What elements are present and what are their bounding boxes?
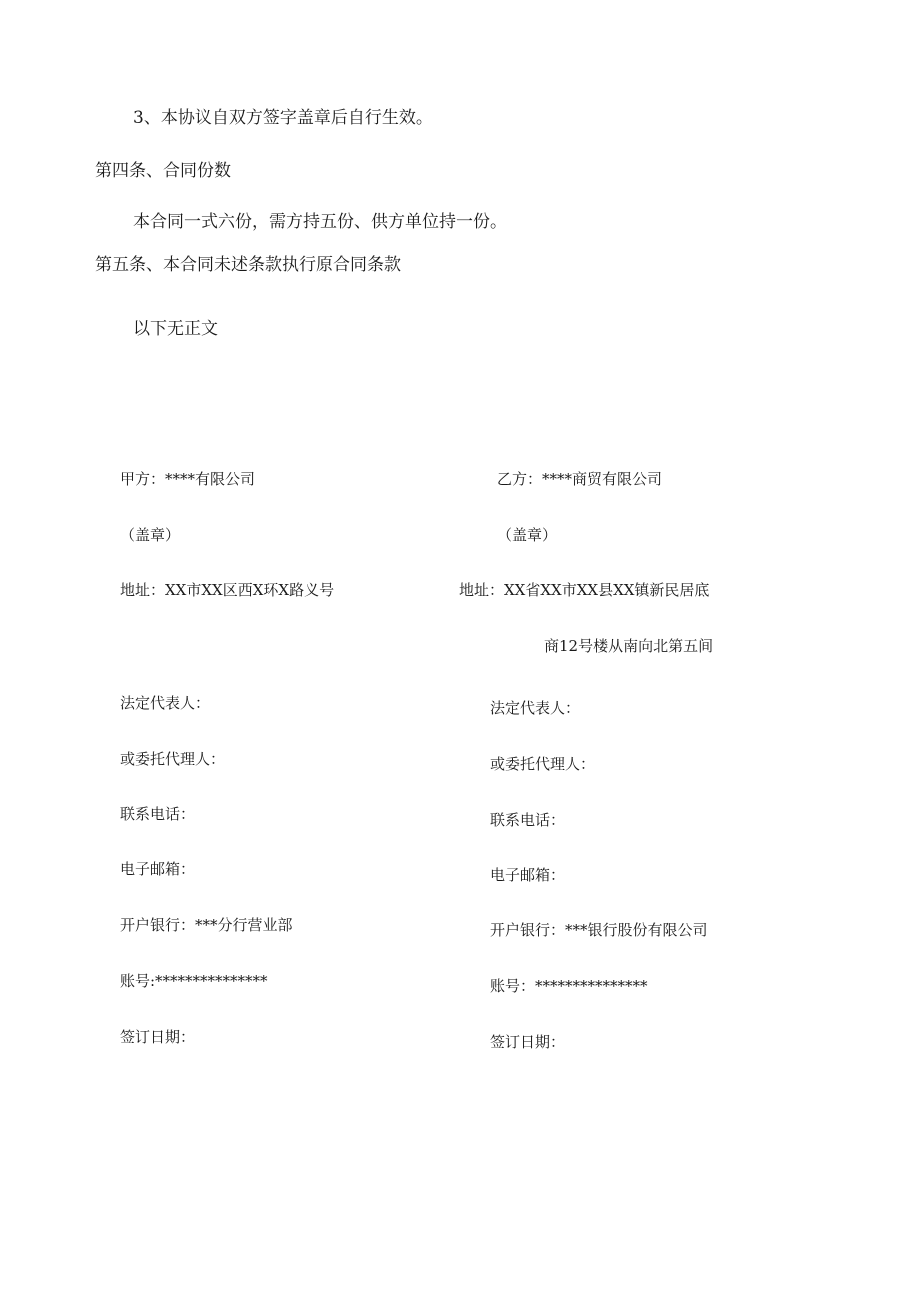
no-more-text: 以下无正文 [133, 319, 218, 339]
party-a-account: 账号:*************** [120, 972, 268, 990]
party-b-bank: 开户银行：***银行股份有限公司 [490, 921, 708, 939]
party-a-phone: 联系电话： [120, 805, 196, 823]
party-b-account: 账号：*************** [490, 977, 648, 995]
party-b-address-line1: 地址：XX省XX市XX县XX镇新民居底 [459, 581, 710, 599]
party-b-phone: 联系电话： [490, 811, 566, 829]
clause-3: 3、本协议自双方签字盖章后自行生效。 [133, 108, 433, 128]
party-a-date: 签订日期： [120, 1028, 196, 1046]
party-a-agent: 或委托代理人： [120, 750, 226, 768]
party-a-seal: （盖章） [120, 526, 181, 544]
article-4-title: 第四条、合同份数 [95, 161, 231, 181]
party-a-legal-rep: 法定代表人： [120, 694, 211, 712]
party-a-address: 地址：XX市XX区西X环X路义号 [120, 581, 335, 599]
party-b-name: 乙方：****商贸有限公司 [497, 470, 663, 488]
party-b-date: 签订日期： [490, 1033, 566, 1051]
party-b-email: 电子邮箱： [490, 866, 566, 884]
party-a-name: 甲方：****有限公司 [120, 470, 256, 488]
party-a-bank: 开户银行：***分行营业部 [120, 916, 293, 934]
article-4-body: 本合同一式六份，需方持五份、供方单位持一份。 [133, 212, 507, 232]
party-b-agent: 或委托代理人： [490, 755, 596, 773]
party-b-address-line2: 商12号楼从南向北第五间 [544, 637, 714, 655]
party-b-legal-rep: 法定代表人： [490, 699, 581, 717]
article-5-title: 第五条、本合同未述条款执行原合同条款 [95, 255, 401, 275]
party-b-seal: （盖章） [497, 526, 558, 544]
party-a-email: 电子邮箱： [120, 860, 196, 878]
